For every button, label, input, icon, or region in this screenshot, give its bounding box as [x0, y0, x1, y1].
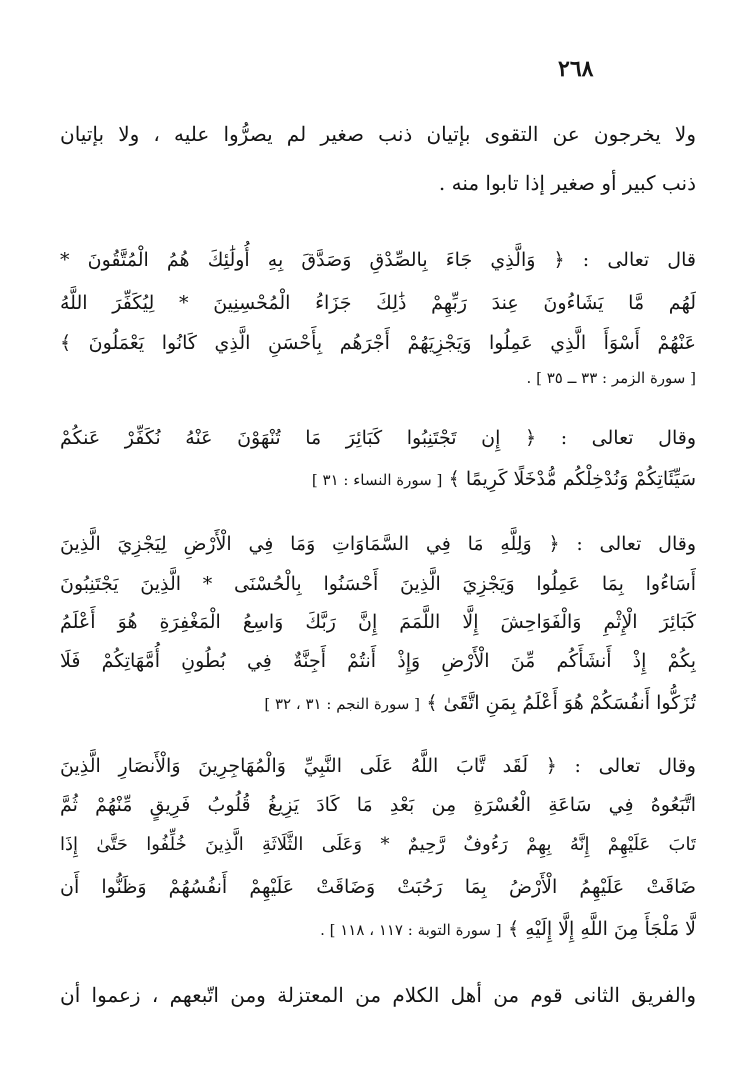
verse-line: [60, 682, 696, 726]
surah-reference: [ سورة النجم : ٣١ ، ٣٢ ]: [264, 695, 420, 713]
paragraph-line: ذنب كبير أو صغير إذا تابوا منه .: [438, 171, 696, 195]
verse-line: لَهُم مَّا يَشَاءُونَ عِندَ رَبِّهِمْ ذَٰلِكَ جَزَاءُ الْمُحْسِنِينَ * لِيُكَفِّرَ اللَّهُ: [60, 292, 696, 314]
verse-line: [60, 356, 696, 400]
verse-line: [60, 908, 696, 952]
verse-line: أَسَاءُوا بِمَا عَمِلُوا وَيَجْزِيَ الَّذِينَ أَحْسَنُوا بِالْحُسْنَى * الَّذِينَ يَجْتَنِبُونَ: [60, 573, 696, 595]
verse-line: عَنْهُمْ أَسْوَأَ الَّذِي عَمِلُوا وَيَجْزِيَهُمْ أَجْرَهُم بِأَحْسَنِ الَّذِي كَانُوا يَعْمَلُونَ ﴾: [60, 332, 696, 354]
verse-text: سَيِّئَاتِكُمْ وَنُدْخِلْكُم مُّدْخَلًا كَرِيمًا ﴾: [448, 468, 696, 490]
verse-text: تُزَكُّوا أَنفُسَكُمْ هُوَ أَعْلَمُ بِمَنِ اتَّقَىٰ ﴾: [426, 692, 696, 714]
surah-reference: [ سورة الزمر : ٣٣ ــ ٣٥ ] .: [526, 369, 696, 387]
verse-line: كَبَائِرَ الْإِثْمِ وَالْفَوَاحِشَ إِلَّا اللَّمَمَ إِنَّ رَبَّكَ وَاسِعُ الْمَغْفِرَةِ هُوَ أَعْلَمُ: [60, 611, 696, 633]
verse-line: اتَّبَعُوهُ فِي سَاعَةِ الْعُسْرَةِ مِن بَعْدِ مَا كَادَ يَزِيغُ قُلُوبُ فَرِيقٍ مِّنْهُمْ ثُمَّ: [60, 794, 696, 816]
verse-line: بِكُمْ إِذْ أَنشَأَكُم مِّنَ الْأَرْضِ وَإِذْ أَنتُمْ أَجِنَّةٌ فِي بُطُونِ أُمَّهَاتِكُمْ فَلَا: [60, 650, 696, 672]
paragraph-line: والفريق الثانى قوم من أهل الكلام من المعتزلة ومن اتّبعهم ، زعموا أن: [60, 983, 696, 1007]
verse-line: وقال تعالى : ﴿ وَلِلَّهِ مَا فِي السَّمَاوَاتِ وَمَا فِي الْأَرْضِ لِيَجْزِيَ الَّذِينَ: [60, 533, 696, 555]
verse-line: قال تعالى : ﴿ وَالَّذِي جَاءَ بِالصِّدْقِ وَصَدَّقَ بِهِ أُولَٰئِكَ هُمُ الْمُتَّقُونَ *: [60, 249, 696, 271]
surah-reference: [ سورة التوبة : ١١٧ ، ١١٨ ] .: [320, 921, 502, 939]
verse-text: لَّا مَلْجَأَ مِنَ اللَّهِ إِلَّا إِلَيْهِ ﴾: [507, 918, 696, 940]
verse-line: وقال تعالى : ﴿ لَقَد تَّابَ اللَّهُ عَلَى النَّبِيِّ وَالْمُهَاجِرِينَ وَالْأَنصَارِ الَّذِينَ: [60, 755, 696, 777]
verse-line: ضَاقَتْ عَلَيْهِمُ الْأَرْضُ بِمَا رَحُبَتْ وَضَاقَتْ عَلَيْهِمْ أَنفُسُهُمْ وَظَنُّوا أَن: [60, 876, 696, 898]
page-number: ٢٦٨: [558, 56, 594, 82]
verse-line: [60, 458, 696, 502]
paragraph-line: ولا يخرجون عن التقوى بإتيان ذنب صغير لم يصرُّوا عليه ، ولا بإتيان: [60, 122, 696, 146]
verse-line: وقال تعالى : ﴿ إِن تَجْتَنِبُوا كَبَائِرَ مَا تُنْهَوْنَ عَنْهُ نُكَفِّرْ عَنكُمْ: [60, 427, 696, 449]
verse-line: تَابَ عَلَيْهِمْ إِنَّهُ بِهِمْ رَءُوفٌ رَّحِيمٌ * وَعَلَى الثَّلَاثَةِ الَّذِينَ خُلِّفُوا حَتَّىٰ إِذَا: [60, 834, 696, 855]
surah-reference: [ سورة النساء : ٣١ ]: [311, 471, 443, 489]
